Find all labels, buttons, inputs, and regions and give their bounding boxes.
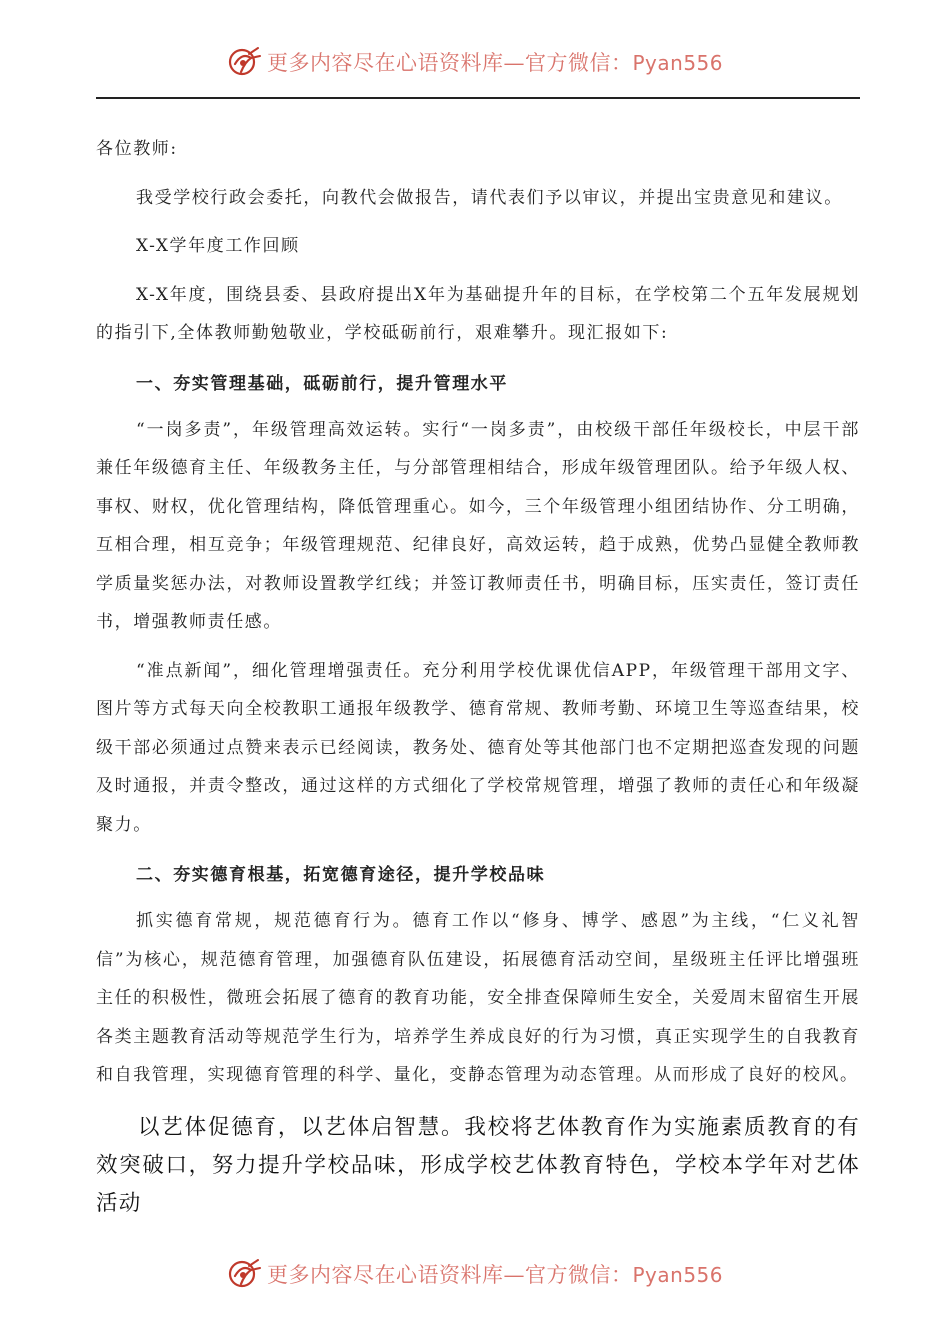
ribbon-logo-icon bbox=[227, 1256, 263, 1292]
section1-paragraph-2: “准点新闻”，细化管理增强责任。充分利用学校优课优信APP，年级管理干部用文字、图片等方式每天向全校教职工通报年级教学、德育常规、教师考勤、环境卫生等巡查结果，校级干部必须通过点赞来表示已经阅读，教务处、德育处等其他部门也不定期把巡查发现的问题及时通报，并责令整改，通过这样的方式细化了学校常规管理，增强了教师的责任心和年级凝聚力。 bbox=[96, 660, 860, 835]
ribbon-logo-icon bbox=[227, 44, 263, 80]
header-banner-text: 更多内容尽在心语资料库—官方微信：Pyan556 bbox=[266, 51, 723, 75]
review-paragraph: X-X年度，围绕县委、县政府提出X年为基础提升年的目标，在学校第二个五年发展规划的指引下,全体教师勤勉敬业，学校砥砺前行，艰难攀升。现汇报如下: bbox=[96, 284, 860, 343]
footer-banner bbox=[0, 1254, 950, 1294]
intro-paragraph: 我受学校行政会委托，向教代会做报告，请代表们予以审议，并提出宝贵意见和建议。 bbox=[136, 187, 843, 208]
review-title: X-X学年度工作回顾 bbox=[136, 236, 300, 256]
section1-paragraph-1: “一岗多责”，年级管理高效运转。实行“一岗多责”，由校级干部任年级校长，中层干部兼任年级德育主任、年级教务主任，与分部管理相结合，形成年级管理团队。给予年级人权、事权、财权，优化管理结构，降低管理重心。如今，三个年级管理小组团结协作、分工明确，互相合理，相互竞争；年级管理规范、纪律良好，高效运转，趋于成熟，优势凸显健全教师教学质量奖惩办法，对教师设置教学红线；并签订教师责任书，明确目标，压实责任，签订责任书，增强教师责任感。 bbox=[96, 419, 860, 632]
greeting: 各位教师: bbox=[96, 139, 178, 159]
header-rule bbox=[96, 97, 860, 99]
section2-paragraph-1: 抓实德育常规，规范德育行为。德育工作以“修身、博学、感恩”为主线，“仁义礼智信”为核心，规范德育管理，加强德育队伍建设，拓展德育活动空间，星级班主任评比增强班主任的积极性，微班会拓展了德育的教育功能，安全排查保障师生安全，关爱周末留宿生开展各类主题教育活动等规范学生行为，培养学生养成良好的行为习惯，真正实现学生的自我教育和自我管理，实现德育管理的科学、量化，变静态管理为动态管理。从而形成了良好的校风。 bbox=[96, 911, 860, 1085]
document-body bbox=[96, 130, 860, 1244]
footer-banner-text: 更多内容尽在心语资料库—官方微信：Pyan556 bbox=[266, 1263, 723, 1287]
section2-paragraph-2: 以艺体促德育，以艺体启智慧。我校将艺体教育作为实施素质教育的有效突破口，努力提升学校品味，形成学校艺体教育特色，学校本学年对艺体活动 bbox=[96, 1114, 860, 1216]
section2-heading: 二、夯实德育根基，拓宽德育途径，提升学校品味 bbox=[136, 865, 546, 885]
header-banner bbox=[0, 42, 950, 82]
section1-heading: 一、夯实管理基础，砥砺前行，提升管理水平 bbox=[136, 373, 508, 394]
